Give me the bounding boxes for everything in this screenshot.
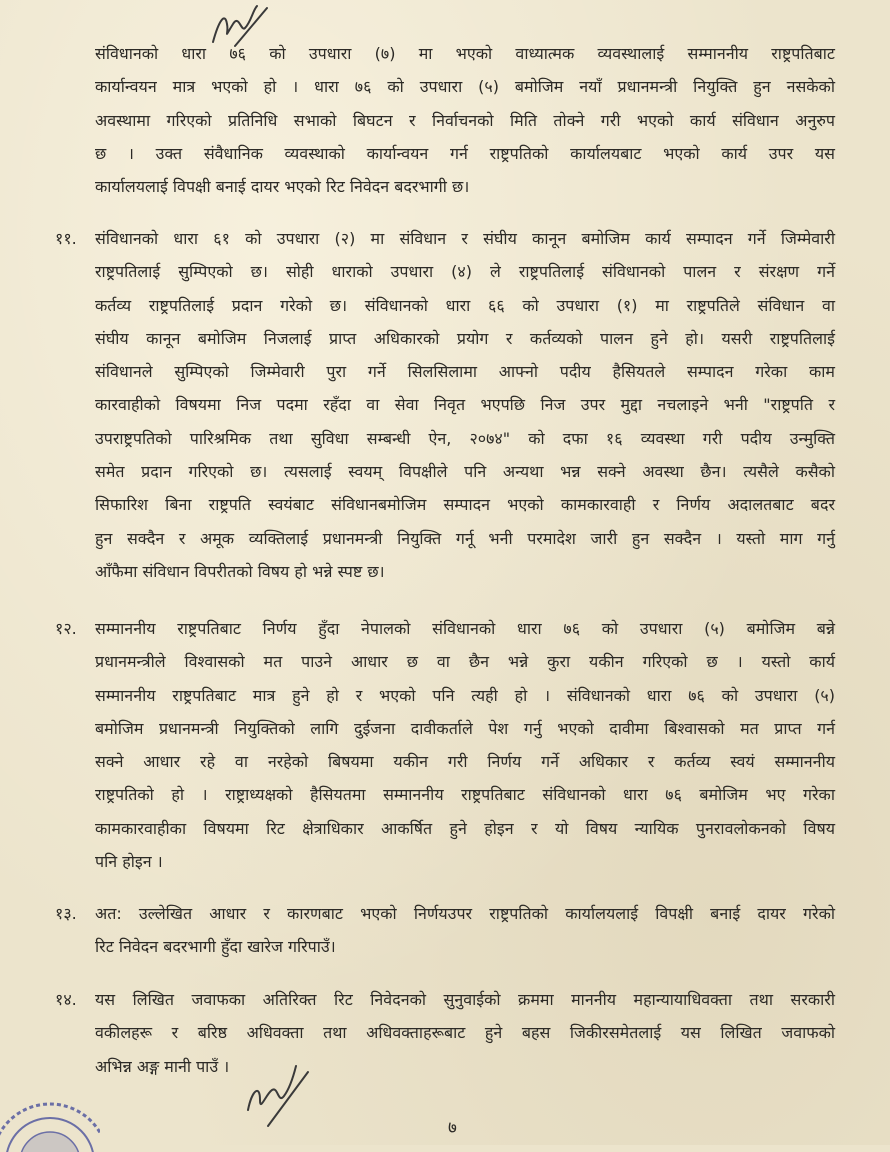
intro-paragraph [95, 37, 835, 203]
text-line: अवस्थामा गरिएको प्रतिनिधि सभाको बिघटन र निर्वाचनको मिति तोक्ने गरी भएको कार्य संविधान अनुरुप [95, 110, 835, 130]
text-line: पनि होइन । [95, 852, 163, 872]
paragraph-number: १४. [55, 990, 77, 1009]
text-line: सक्ने आधार रहे वा नरहेको बिषयमा यकीन गरी निर्णय गर्ने अधिकार र कर्तव्य स्वयं सम्माननीय [95, 752, 835, 772]
paragraph-number: ११. [55, 229, 77, 248]
paragraph-11 [95, 222, 835, 588]
text-line: संविधानको धारा ६१ को उपधारा (२) मा संविधान र संघीय कानून बमोजिम कार्य सम्पादन गर्ने जिम्मेवारी [95, 229, 835, 248]
text-line: आँफैमा संविधान विपरीतको विषय हो भन्ने स्पष्ट छ। [95, 561, 385, 581]
text-line: संघीय कानून बमोजिम निजलाई प्राप्त अधिकारको प्रयोग र कर्तव्यको पालन हुने हो। यसरी राष्ट्रपतिलाई [95, 328, 835, 348]
text-line: बमोजिम प्रधानमन्त्री नियुक्तिको लागि दुईजना दावीकर्ताले पेश गर्नु भएको दावीमा बिश्वासको मत प्राप्त गर्न [95, 718, 835, 738]
text-line: अत: उल्लेखित आधार र कारणबाट भएको निर्णयउपर राष्ट्रपतिको कार्यालयलाई विपक्षी बनाई दायर गरेको [95, 904, 835, 923]
text-line: छ । उक्त संवैधानिक व्यवस्थाको कार्यान्वयन गर्न राष्ट्रपतिको कार्यालयबाट भएको कार्य उपर यस [95, 143, 835, 163]
text-line: सम्माननीय राष्ट्रपतिबाट मात्र हुने हो र भएको पनि त्यही हो । संविधानको धारा ७६ को उपधारा (५) [95, 685, 835, 705]
text-line: संविधानले सुम्पिएको जिम्मेवारी पुरा गर्ने सिलसिलामा आफ्नो पदीय हैसियतले सम्पादन गरेका काम [95, 362, 835, 382]
text-line: कारवाहीको विषयमा निज पदमा रहँदा वा सेवा निवृत भएपछि निज उपर मुद्दा नचलाइने भनी "राष्ट्रपति र [95, 395, 835, 415]
text-line: राष्ट्रपतिलाई सुम्पिएको छ। सोही धाराको उपधारा (४) ले राष्ट्रपतिलाई संविधानको पालन र संरक्षण गर्ने [95, 262, 835, 282]
paragraph-number: १३. [55, 904, 77, 923]
text-line: सिफारिश बिना राष्ट्रपति स्वयंबाट संविधानबमोजिम सम्पादन भएको कामकारवाही र निर्णय अदालतबाट बदर [95, 495, 835, 515]
text-line: उपराष्ट्रपतिको पारिश्रमिक तथा सुविधा सम्बन्धी ऐन, २०७४" को दफा १६ व्यवस्था गरी पदीय उन्मुक्ति [95, 428, 835, 448]
text-line: कार्यान्वयन मात्र भएको हो । धारा ७६ को उपधारा (५) बमोजिम नयाँ प्रधानमन्त्री नियुक्ति हुन नसकेको [95, 77, 835, 97]
text-line: हुन सक्दैन र अमूक व्यक्तिलाई प्रधानमन्त्री नियुक्ति गर्नू भनी परमादेश जारी हुन सक्दैन । यस्तो माग गर्नु [95, 528, 835, 548]
text-line: अभिन्न अङ्ग मानी पाउँ । [95, 1056, 230, 1076]
text-line: वकीलहरू र बरिष्ठ अधिवक्ता तथा अधिवक्ताहरूबाट हुने बहस जिकीरसमेतलाई यस लिखित जवाफको [95, 1023, 835, 1043]
text-line: कामकारवाहीका विषयमा रिट क्षेत्राधिकार आकर्षित हुने होइन र यो विषय न्यायिक पुनरावलोकनको विषय [95, 818, 835, 838]
official-seal-icon [0, 1092, 100, 1152]
text-line: संविधानको धारा ७६ को उपधारा (७) मा भएको वाध्यात्मक व्यवस्थालाई सम्माननीय राष्ट्रपतिबाट [95, 44, 835, 63]
paragraph-number: १२. [55, 619, 77, 638]
paragraph-13 [95, 897, 835, 964]
signature-bottom [238, 1060, 318, 1130]
paragraph-14 [95, 983, 835, 1083]
text-line: रिट निवेदन बदरभागी हुँदा खारेज गरिपाउँ। [95, 937, 336, 957]
text-line: राष्ट्रपतिको हो । राष्ट्राध्यक्षको हैसियतमा सम्माननीय राष्ट्रपतिबाट संविधानको धारा ७६ बमोजिम भए गरेका [95, 785, 835, 805]
text-line: समेत प्रदान गरिएको छ। त्यसलाई स्वयम् विपक्षीले पनि अन्यथा भन्न सक्ने अवस्था छैन। त्यसैले कसैको [95, 462, 835, 482]
text-line: कर्तव्य राष्ट्रपतिलाई प्रदान गरेको छ। संविधानको धारा ६६ को उपधारा (१) मा राष्ट्रपतिले संविधान वा [95, 295, 835, 315]
text-line: यस लिखित जवाफका अतिरिक्त रिट निवेदनको सुनुवाईको क्रममा माननीय महान्यायाधिवक्ता तथा सरकारी [95, 990, 835, 1009]
text-line: कार्यालयलाई विपक्षी बनाई दायर भएको रिट निवेदन बदरभागी छ। [95, 177, 470, 197]
text-line: सम्माननीय राष्ट्रपतिबाट निर्णय हुँदा नेपालको संविधानको धारा ७६ को उपधारा (५) बमोजिम बन्ने [95, 619, 835, 638]
text-line: प्रधानमन्त्रीले विश्वासको मत पाउने आधार छ वा छैन भन्ने कुरा यकीन गरिएको छ । यस्तो कार्य [95, 652, 835, 672]
page-number: ७ [448, 1118, 457, 1138]
paragraph-12 [95, 612, 835, 878]
